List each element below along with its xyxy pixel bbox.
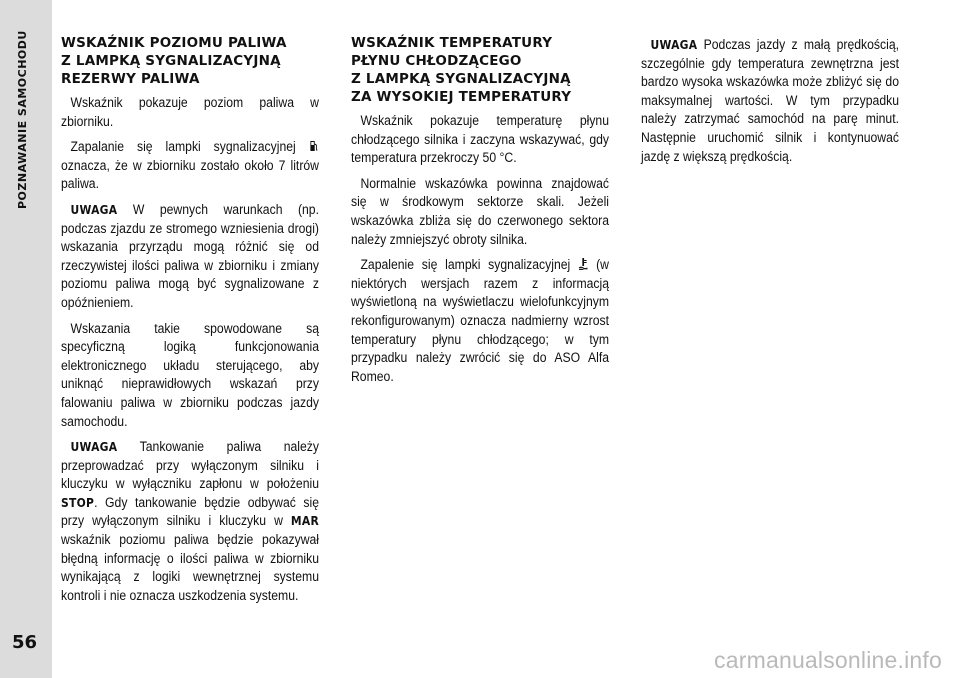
paragraph-text: Wskaźnik pokazuje temperaturę płynu chłodzącego silnika i zaczyna wskazywać, gdy temperatura przekroczy 50 °C. — [351, 113, 609, 167]
coolant-temperature-icon — [579, 258, 588, 270]
note-paragraph — [61, 438, 319, 605]
column-note — [641, 36, 899, 173]
heading-line: Z LAMPKĄ SYGNALIZACYJNĄ — [61, 53, 281, 69]
stop-keyword: STOP — [61, 494, 95, 510]
coolant-gauge-heading — [351, 34, 609, 106]
heading-line: REZERWY PALIWA — [61, 71, 200, 87]
heading-line: ZA WYSOKIEJ TEMPERATURY — [351, 89, 572, 105]
note-paragraph — [641, 36, 899, 166]
paragraph-text: Tankowanie paliwa należy przeprowadzać przy wyłączonym silniku i kluczyku w wyłączniku zapłonu w położeniu — [61, 439, 320, 493]
paragraph-text: (w niektórych wersjach razem z informacją wyświetloną na wyświetlaczu wielofunkcyjnym rekonfigurowanym) oznacza nadmierny wzrost temperatury płynu chłodzącego; w tym przypadku należy zwrócić się do ASO Alfa Romeo. — [351, 257, 609, 385]
section-label: POZNAWANIE SAMOCHODU — [16, 30, 29, 209]
paragraph-text: oznacza, że w zbiorniku zostało około 7 litrów paliwa. — [61, 157, 319, 193]
paragraph-text: Wskazania takie spowodowane są specyficzną logiką funkcjonowania elektronicznego układu sterującego, aby uniknąć nieprawidłowych wskazań przy falowaniu paliwa w zbiorniku podczas jazdy samochodu. — [61, 320, 320, 430]
paragraph-text: wskaźnik poziomu paliwa będzie pokazywał błędną informację o ilości paliwa w zbiorniku wynikającą z logiki wewnętrznej systemu kontroli i nie oznacza uszkodzenia systemu. — [61, 532, 319, 604]
section-sidebar — [0, 0, 52, 678]
column-fuel-gauge — [61, 34, 319, 612]
paragraph-text: W pewnych warunkach (np. podczas zjazdu ze stromego wzniesienia drogi) wskazania przyrządu mogą różnić się od rzeczywistej ilości paliwa w zbiorniku i zmiany poziomu paliwa mogą być sygnalizowane z opóźnieniem. — [61, 201, 319, 311]
paragraph-text: . Gdy tankowanie będzie odbywać się przy wyłączonym silniku i kluczyku w — [61, 494, 319, 530]
mar-keyword: MAR — [290, 513, 319, 529]
fuel-pump-icon — [310, 140, 319, 152]
note-paragraph — [61, 201, 319, 313]
note-keyword: UWAGA — [70, 201, 118, 217]
paragraph — [61, 138, 319, 194]
paragraph-text: Wskaźnik pokazuje poziom paliwa w zbiorniku. — [61, 95, 320, 130]
paragraph-text: Zapalanie się lampki sygnalizacyjnej — [70, 139, 296, 156]
column-coolant-gauge — [351, 34, 609, 393]
heading-line: WSKAŹNIK TEMPERATURY — [351, 35, 553, 51]
paragraph — [61, 320, 319, 432]
paragraph — [351, 256, 609, 386]
watermark: carmanualsonline.info — [714, 647, 942, 673]
heading-line: Z LAMPKĄ SYGNALIZACYJNĄ — [351, 71, 571, 87]
note-keyword: UWAGA — [70, 439, 118, 455]
page-number: 56 — [12, 632, 38, 653]
paragraph — [61, 94, 319, 131]
fuel-gauge-heading — [61, 34, 319, 88]
heading-line: PŁYNU CHŁODZĄCEGO — [351, 53, 522, 69]
paragraph-text: Zapalenie się lampki sygnalizacyjnej — [360, 257, 571, 274]
paragraph — [351, 112, 609, 168]
note-keyword: UWAGA — [650, 37, 698, 52]
paragraph-text: Normalnie wskazówka powinna znajdować się w środkowym sektorze skali. Jeżeli wskazówka zbliża się do czerwonego sektora należy zmniejszyć obroty silnika. — [351, 175, 609, 248]
heading-line: WSKAŹNIK POZIOMU PALIWA — [61, 35, 287, 51]
paragraph — [351, 175, 609, 249]
paragraph-text: Podczas jazdy z małą prędkością, szczególnie gdy temperatura zewnętrzna jest bardzo wysoka wskazówka może zbliżyć się do maksymalnej wartości. W tym przypadku należy zatrzymać samochód na parę minut. Następnie uruchomić silnik i kontynuować jazdę z większą prędkością. — [641, 37, 899, 165]
